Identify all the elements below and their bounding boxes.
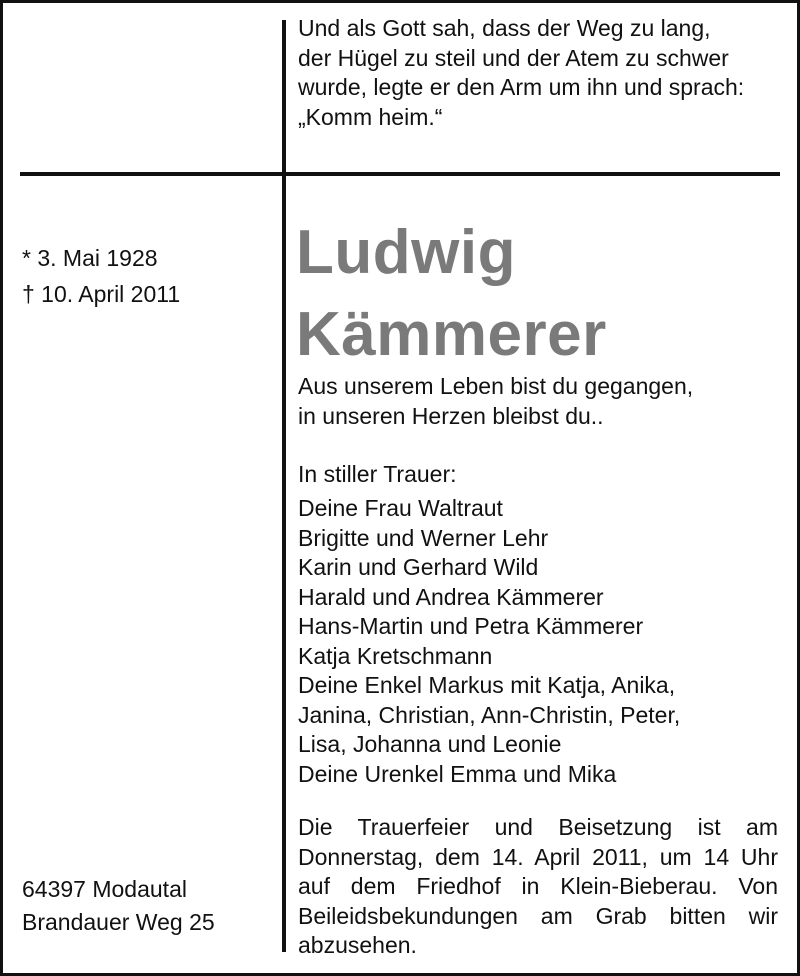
quote-line: wurde, legte er den Arm um ihn und sprach: (298, 74, 745, 100)
address-city: 64397 Modautal (22, 876, 187, 902)
first-name: Ludwig (296, 218, 516, 287)
quote-line: der Hügel zu steil und der Atem zu schwer (298, 44, 729, 71)
funeral-notice: Die Trauerfeier und Beisetzung ist am Donnerstag, dem 14. April 2011, um 14 Uhr auf dem Friedhof in Klein-Bieberau. Von Beileidsbekundungen am Grab bitten wir abzusehen. (298, 814, 778, 958)
death-date: † 10. April 2011 (22, 281, 181, 307)
quote-line: Und als Gott sah, dass der Weg zu lang, (298, 15, 711, 41)
quote-line: „Komm heim.“ (298, 103, 443, 130)
list-item: Janina, Christian, Ann-Christin, Peter, (298, 701, 681, 728)
quote-block (298, 14, 778, 132)
list-item: Karin und Gerhard Wild (298, 554, 539, 580)
list-item: Harald und Andrea Kämmerer (298, 583, 604, 610)
list-item: Deine Frau Waltraut (298, 495, 503, 521)
motto-block (298, 372, 693, 431)
life-dates (22, 240, 180, 312)
last-name: Kämmerer (296, 300, 607, 369)
mourners-list (298, 494, 680, 789)
cross-vertical-line (282, 20, 286, 952)
address-street: Brandauer Weg 25 (22, 909, 215, 935)
list-item: Brigitte und Werner Lehr (298, 524, 549, 551)
list-item: Katja Kretschmann (298, 642, 493, 669)
motto-line: Aus unserem Leben bist du gegangen, (298, 373, 694, 399)
list-item: Deine Urenkel Emma und Mika (298, 760, 617, 787)
birth-date: * 3. Mai 1928 (22, 245, 158, 271)
list-item: Deine Enkel Markus mit Katja, Anika, (298, 672, 676, 698)
list-item: Lisa, Johanna und Leonie (298, 731, 562, 757)
cross-horizontal-line (20, 172, 780, 176)
deceased-name (296, 212, 607, 376)
mourning-heading: In stiller Trauer: (298, 461, 457, 487)
motto-line: in unseren Herzen bleibst du.. (298, 402, 604, 429)
address-block (22, 873, 215, 939)
list-item: Hans-Martin und Petra Kämmerer (298, 613, 644, 639)
